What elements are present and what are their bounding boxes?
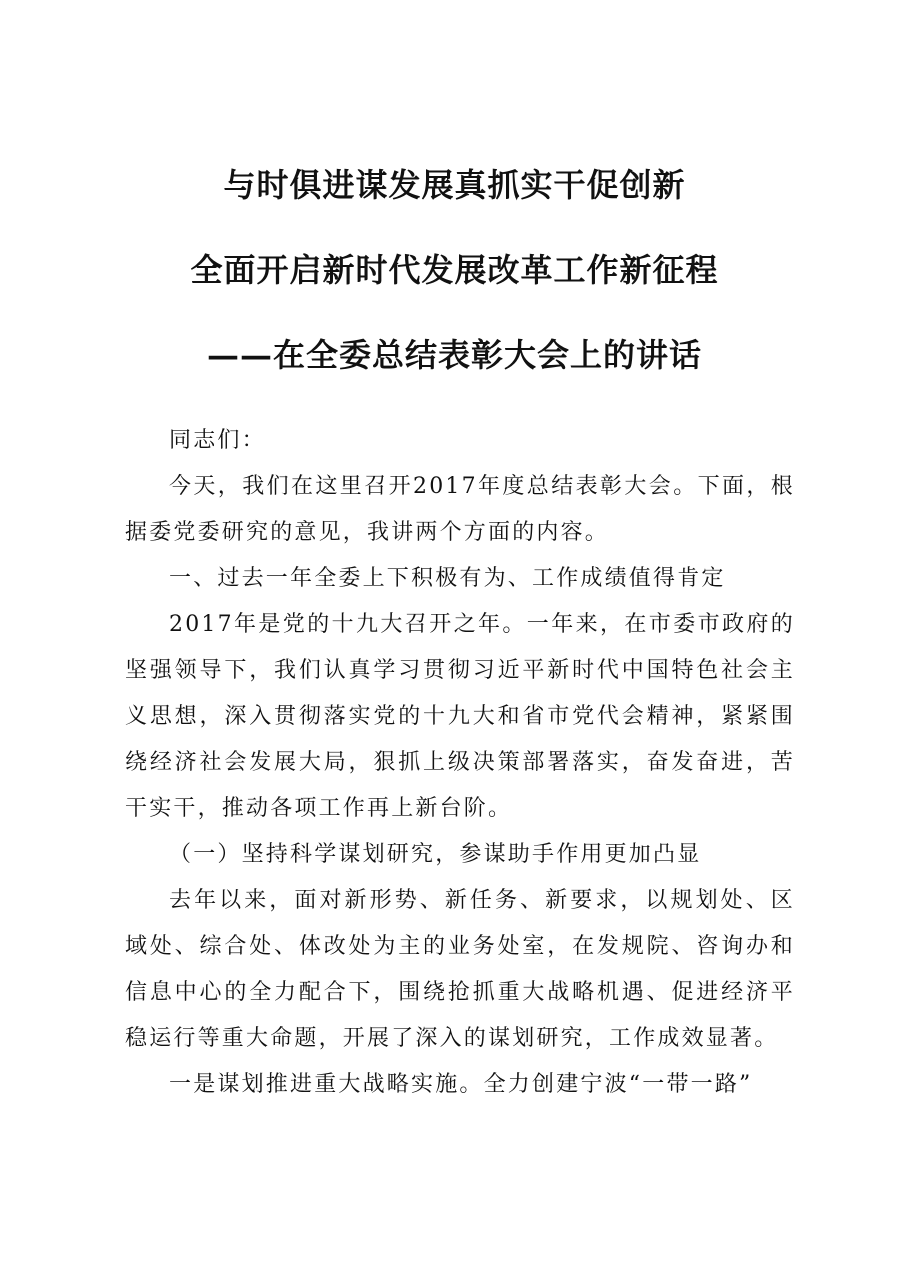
subsection-heading-1: （一）坚持科学谋划研究，参谋助手作用更加凸显 — [169, 842, 702, 867]
document-title-line-1: 与时俱进谋发展真抓实干促创新 — [223, 166, 686, 204]
salutation: 同志们： — [169, 428, 266, 453]
section-heading-1: 一、过去一年全委上下积极有为、工作成绩值得肯定 — [169, 566, 726, 591]
document-subtitle: ——在全委总结表彰大会上的讲话 — [206, 336, 702, 374]
strategy-paragraph: 一是谋划推进重大战略实施。全力创建宁波“一带一路” — [169, 1072, 753, 1097]
intro-paragraph: 今天，我们在这里召开2017年度总结表彰大会。下面，根据委党委研究的意见，我讲两个方面的内容。 — [125, 474, 795, 545]
research-paragraph: 去年以来，面对新形势、新任务、新要求，以规划处、区域处、综合处、体改处为主的业务处室，在发规院、咨询办和信息中心的全力配合下，围绕抢抓重大战略机遇、促进经济平稳运行等重大命题，开展了深入的谋划研究，工作成效显著。 — [125, 888, 795, 1051]
document-title-line-2: 全面开启新时代发展改革工作新征程 — [190, 251, 719, 289]
overview-paragraph: 2017年是党的十九大召开之年。一年来，在市委市政府的坚强领导下，我们认真学习贯彻习近平新时代中国特色社会主义思想，深入贯彻落实党的十九大和省市党代会精神，紧紧围绕经济社会发展大局，狠抓上级决策部署落实，奋发奋进，苦干实干，推动各项工作再上新台阶。 — [125, 612, 795, 821]
document-body — [125, 418, 795, 1108]
